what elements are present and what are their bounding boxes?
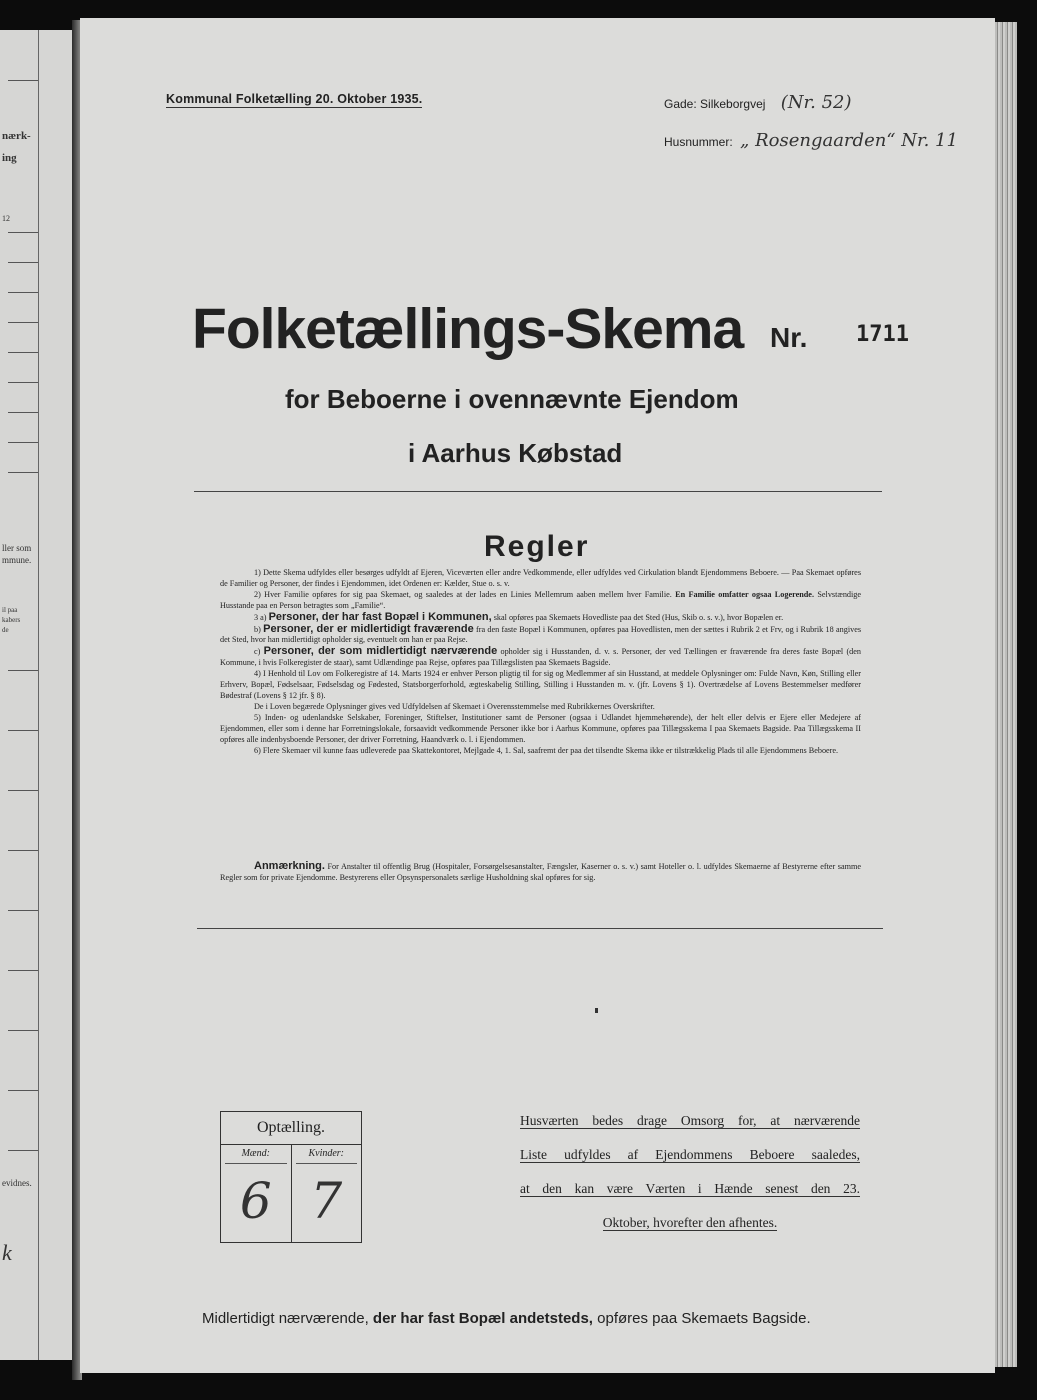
form-subtitle: for Beboerne i ovennævnte Ejendom — [285, 384, 739, 414]
left-page-line — [8, 442, 38, 443]
anmaerkning-text: For Anstalter til offentlig Brug (Hospitaler, Forsørgelsesanstalter, Fængsler, Kaserner o. s. v.) samt Hoteller o. l. udfyldes Skemaerne af Bestyrerne efter samme Regler som for private Ejendomme. Bestyrerens eller Opsynspersonalets særlige Husholdning skal opføres for sig. — [220, 862, 862, 882]
rule-4: 4) I Henhold til Lov om Folkeregistre af 14. Marts 1924 er enhver Person pligtig til for sig og Medlemmer af sin Husstand, at meddele Oplysninger om: Fulde Navn, Køn, Stilling eller Erhverv, Bopæl, Fødselsaar, Fødselsdag og Fødested, Statsborgerforhold, ægteskabelig Stilling, Stilling i Husstanden m. v. (jfr. Lovens § 1). Overtrædelse af Lovens Bestemmelser medfører Bødestraf (Lovens § 12 jfr. § 8). — [220, 669, 861, 700]
left-page-fragment — [0, 30, 72, 1360]
left-page-line — [8, 910, 38, 911]
left-page-text: kabers — [2, 616, 21, 624]
left-page-text: de — [2, 626, 9, 634]
left-page-text: mmune. — [2, 555, 32, 565]
ink-mark — [595, 1008, 598, 1013]
gade-label: Gade: — [664, 97, 697, 111]
host-notice-line: Liste udfyldes af Ejendommens Beboere saaledes, — [520, 1147, 860, 1162]
left-page-line — [8, 382, 38, 383]
left-page-line — [8, 1150, 38, 1151]
footer-note: Midlertidigt nærværende, der har fast Bopæl andetsteds, opføres paa Skemaets Bagside. — [202, 1310, 811, 1327]
husnummer-label: Husnummer: — [664, 135, 733, 149]
census-form-page — [80, 18, 995, 1373]
gade-handwritten: (Nr. 52) — [780, 92, 852, 113]
left-page-line — [8, 970, 38, 971]
left-page-text: ing — [2, 152, 17, 164]
left-page-text: 12 — [2, 214, 10, 223]
anmaerkning-note — [220, 861, 861, 883]
rule-2: 2) Hver Familie opføres for sig paa Skemaet, og saaledes at der lades en Linies Mellemrum aaben mellem hver Familie. En Familie omfatter ogsaa Logerende. Selvstændige Husstande paa en Person betragtes som „Familie“. — [220, 589, 862, 610]
left-page-rule — [38, 30, 39, 1360]
left-page-line — [8, 322, 38, 323]
maend-column — [221, 1145, 291, 1242]
host-notice-line: Oktober, hvorefter den afhentes. — [602, 1215, 778, 1230]
left-page-line — [8, 412, 38, 413]
left-page-line — [8, 232, 38, 233]
left-page-text: il paa — [2, 606, 18, 614]
left-page-line — [8, 352, 38, 353]
rules-text — [220, 568, 861, 756]
kvinder-column — [291, 1145, 362, 1242]
census-header: Kommunal Folketælling 20. Oktober 1935. — [166, 92, 423, 106]
rule-3b: b) Personer, der er midlertidigt fraværende fra den faste Bopæl i Kommunen, opføres paa Hovedlisten, men der sættes i Rubrik 2 et Frv, og i Rubrik 18 angives det Sted, hvor han midlertidigt opholder sig, eventuelt om han er paa Rejse. — [220, 622, 862, 645]
form-number-label: Nr. — [770, 322, 808, 353]
page-stack-edge — [995, 22, 1017, 1367]
left-page-line — [8, 292, 38, 293]
husnummer-field — [664, 130, 958, 151]
form-subtitle-location: i Aarhus Købstad — [408, 438, 623, 468]
left-page-handwriting: k — [2, 1240, 12, 1265]
left-page-line — [8, 262, 38, 263]
optaelling-box — [220, 1111, 362, 1243]
kvinder-count: 7 — [310, 1172, 343, 1230]
gade-field — [664, 92, 852, 113]
left-page-line — [8, 1090, 38, 1091]
rule-3c: c) Personer, der som midlertidigt nærværende opholder sig i Husstanden, d. v. s. Personer, der ved Tællingen er fraværende fra deres faste Bopæl (den Kommune, i hvis Folkeregister de staar), samt Udlændinge paa Rejse, opføres paa Tillægslisten paa Skemaets Bagside. — [220, 645, 862, 668]
husnummer-handwritten: „ Rosengaarden“ Nr. 11 — [740, 130, 958, 151]
left-page-text: ller som — [2, 543, 32, 553]
gade-value: Silkeborgvej — [700, 97, 766, 111]
anmaerkning-label: Anmærkning. — [254, 860, 325, 872]
form-number-value: 1711 — [856, 322, 909, 347]
host-notice-line: Husværten bedes drage Omsorg for, at nærværende — [520, 1113, 860, 1128]
left-page-line — [8, 670, 38, 671]
left-page-line — [8, 80, 38, 81]
host-notice — [520, 1113, 860, 1249]
left-page-line — [8, 472, 38, 473]
left-page-line — [8, 790, 38, 791]
rule-1: 1) Dette Skema udfyldes eller besørges udfyldt af Ejeren, Viceværten eller andre Vedkommende, eller udfyldes ved Cirkulation blandt Ejendommens Beboere. — Paa Skemaet opføres de Familier og Personer, der findes i Ejendommen, idet Ordenen er: Kælder, Stue o. s. v. — [220, 568, 861, 588]
rules-heading: Regler — [484, 530, 590, 563]
form-title: Folketællings-Skema — [192, 297, 744, 361]
left-page-line — [8, 730, 38, 731]
rule-3a: 3 a) Personer, der har fast Bopæl i Kommunen, skal opføres paa Skemaets Hovedliste paa det Sted (Hus, Skib o. s. v.), hvor Bopælen er. — [254, 610, 784, 623]
left-page-text: evidnes. — [2, 1178, 32, 1188]
divider — [197, 928, 883, 929]
host-notice-line: at den kan være Værten i Hænde senest den 23. — [520, 1181, 860, 1196]
kvinder-label: Kvinder: — [296, 1145, 358, 1164]
maend-label: Mænd: — [225, 1145, 287, 1164]
left-page-text: nærk- — [2, 130, 31, 142]
rule-4-note: De i Loven begærede Oplysninger gives ved Udfyldelsen af Skemaet i Overensstemmelse med Rubrikkernes Overskrifter. — [254, 701, 655, 711]
divider — [194, 491, 882, 492]
optaelling-title: Optælling. — [221, 1112, 361, 1145]
left-page-line — [8, 850, 38, 851]
maend-count: 6 — [239, 1172, 272, 1230]
left-page-line — [8, 1030, 38, 1031]
rule-5: 5) Inden- og udenlandske Selskaber, Foreninger, Stiftelser, Institutioner samt de Personer (ogsaa i Udlandet hjemmehørende), der helt eller delvis er Ejere eller Medejere af Ejendommen, eller som i denne har Forretningslokale, forsaavidt vedkommende Personer ikke bor i Aarhus Kommune, opføres paa Tillægsskema I paa Skemaets Bagside. Paa Tillægsskema II opføres alle indenbysboende Personer, der driver Forretning, Haandværk o. l. i Ejendommen. — [220, 712, 861, 744]
rule-6: 6) Flere Skemaer vil kunne faas udleverede paa Skattekontoret, Mejlgade 4, 1. Sal, saafremt der paa det tilsendte Skema ikke er tilstrækkelig Plads til alle Ejendommens Beboere. — [254, 745, 839, 755]
